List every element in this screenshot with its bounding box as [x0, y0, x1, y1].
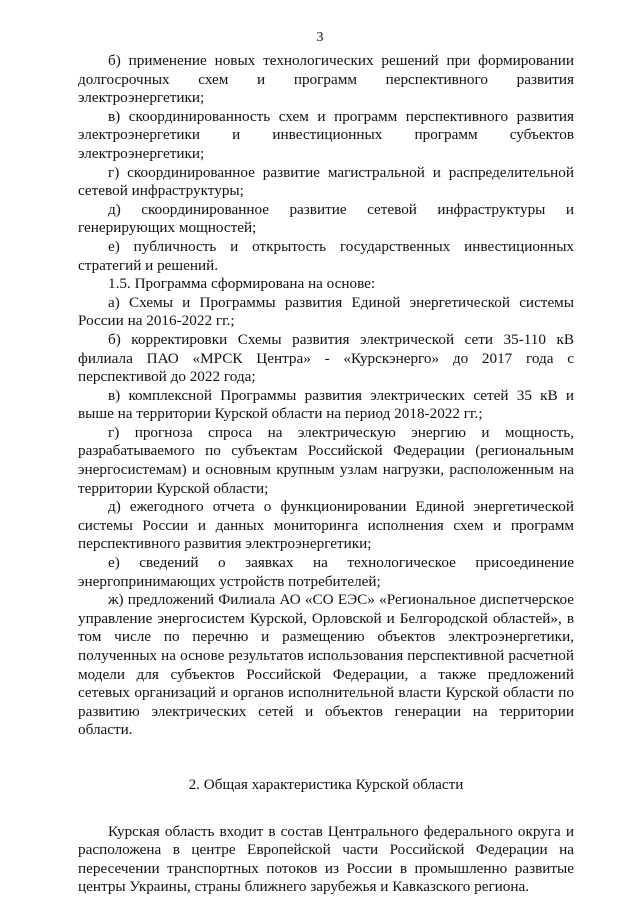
paragraph-v-coordination: в) скоординированность схем и программ перспективного развития электроэнергетики и инвестиционных программ субъектов электроэнергетики;: [78, 107, 574, 162]
paragraph-d-annual-report: д) ежегодного отчета о функционировании Единой энергетической системы России и данных мониторинга исполнения схем и программ перспективного развития электроэнергетики;: [78, 498, 574, 553]
paragraph-g-infrastructure: г) скоординированное развитие магистральной и распределительной сетевой инфраструктуры;: [78, 163, 574, 200]
paragraph-e-connection-requests: е) сведений о заявках на технологическое присоединение энергопринимающих устройств потребителей;: [78, 554, 574, 590]
paragraph-g-demand-forecast: г) прогноза спроса на электрическую энергию и мощность, разрабатываемого по субъектам Российской Федерации (региональным энергосистемам) и основным крупным узлам нагрузки, расположенным на территории Курской области;: [78, 423, 574, 497]
section-title: 2. Общая характеристика Курской области: [188, 775, 464, 793]
paragraph-b-corrections: б) корректировки Схемы развития электрической сети 35-110 кВ филиала ПАО «МРСК Центра» - «Курскэнерго» до 2017 года с перспективой до 2022 года;: [78, 330, 574, 386]
paragraph-a-schemes: а) Схемы и Программы развития Единой энергетической системы России на 2016-2022 гг.;: [78, 293, 574, 330]
paragraph-d-generation: д) скоординированное развитие сетевой инфраструктуры и генерирующих мощностей;: [78, 200, 574, 237]
page-number: 3: [316, 30, 324, 45]
paragraph-region-overview: Курская область входит в состав Центрального федерального округа и расположена в центре Европейской части Российской Федерации на пересечении транспортных потоков из России в промышленно развитые центры Украины, страны ближнего зарубежья и Кавказского региона.: [78, 822, 574, 896]
paragraph-v-complex-program: в) комплексной Программы развития электрических сетей 35 кВ и выше на территории Курской области на период 2018-2022 гг.;: [78, 386, 574, 423]
paragraph-1-5-basis: 1.5. Программа сформирована на основе:: [108, 275, 376, 293]
paragraph-e-publicity: е) публичность и открытость государственных инвестиционных стратегий и решений.: [78, 237, 574, 274]
paragraph-b-new-tech: б) применение новых технологических решений при формировании долгосрочных схем и программ перспективного развития электроэнергетики;: [78, 52, 574, 107]
paragraph-zh-proposals: ж) предложений Филиала АО «СО ЕЭС» «Региональное диспетчерское управление энергосистем Курской, Орловской и Белгородской областей», в том числе по перечню и размещению объектов электроэнергетики, полученных на основе результатов использования перспективной расчетной модели для субъектов Российской Федерации, а также предложений сетевых организаций и органов исполнительной власти Курской области по развитию электрических сетей и объектов генерации на территории области.: [78, 591, 574, 739]
document-body: [78, 52, 574, 897]
